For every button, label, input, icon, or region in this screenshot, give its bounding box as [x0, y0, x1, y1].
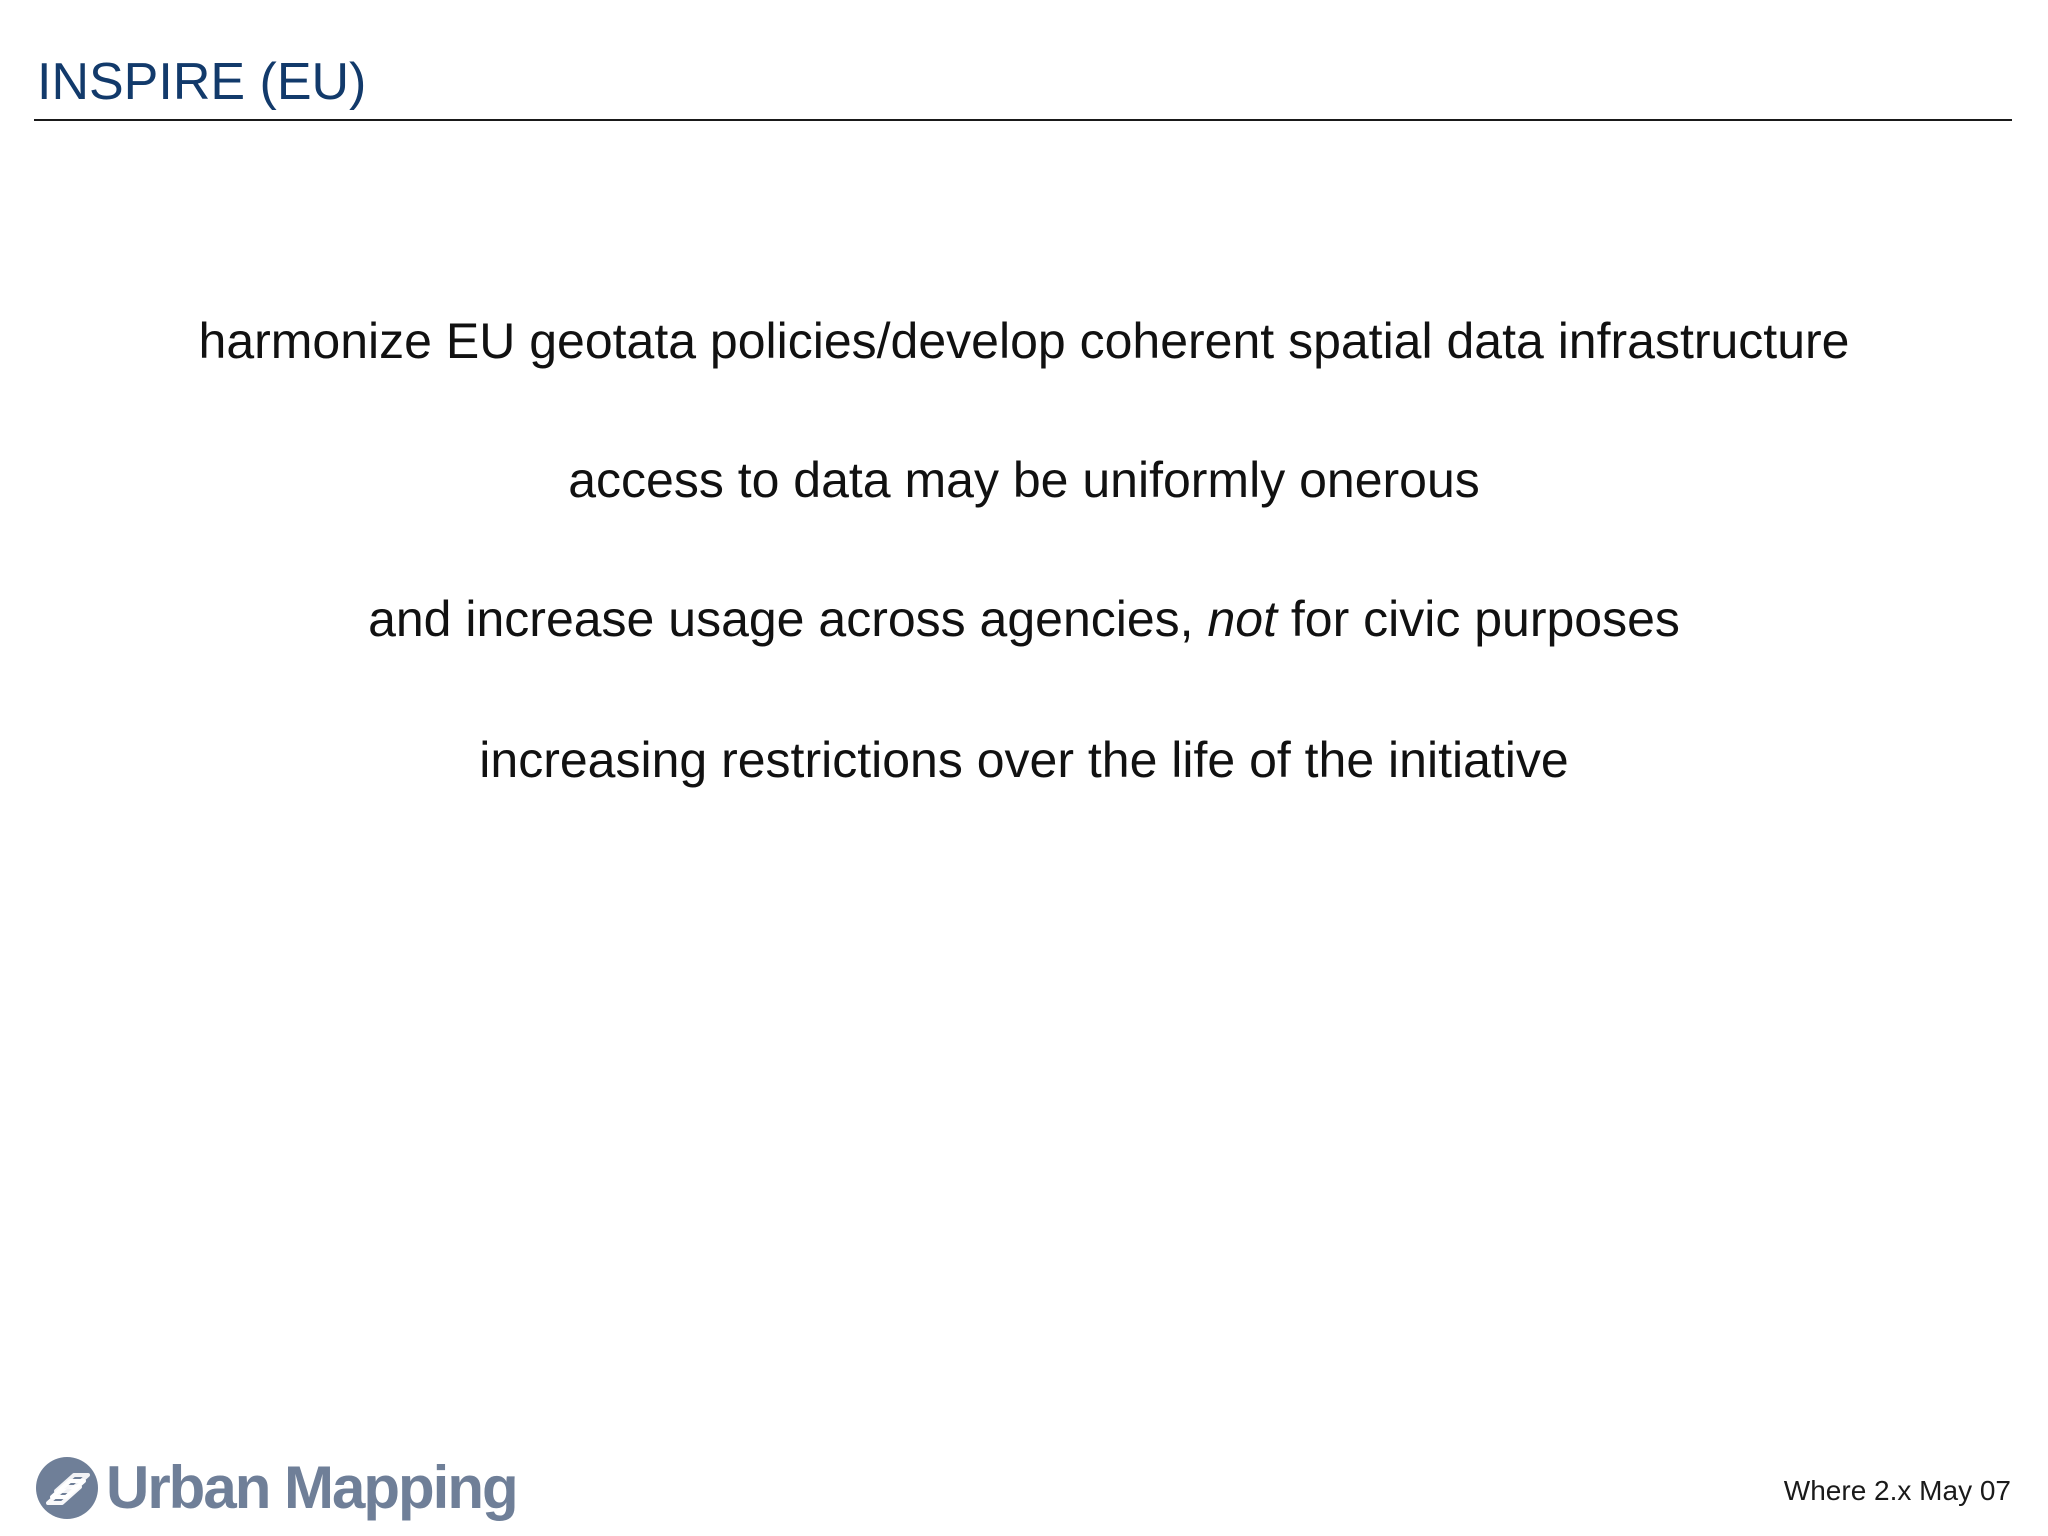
body-line-4: increasing restrictions over the life of the initiative [479, 732, 1569, 788]
urban-mapping-logo [32, 1448, 517, 1528]
body-line-3 [0, 589, 2048, 649]
slide-title: INSPIRE (EU) [37, 53, 367, 111]
body-line-3-before: and increase usage across agencies, [368, 591, 1208, 647]
logo-text: Urban Mapping [106, 1454, 517, 1521]
body-line-3-after: for civic purposes [1276, 591, 1680, 647]
body-line-1: harmonize EU geotata policies/develop coherent spatial data infrastructure [198, 313, 1850, 369]
footer-event: Where 2.x May 07 [1783, 1475, 2011, 1506]
layers-globe-icon [32, 1453, 102, 1523]
title-divider [34, 119, 2012, 121]
body-line-2: access to data may be uniformly onerous [568, 452, 1480, 508]
body-line-3-emphasis: not [1207, 591, 1277, 647]
